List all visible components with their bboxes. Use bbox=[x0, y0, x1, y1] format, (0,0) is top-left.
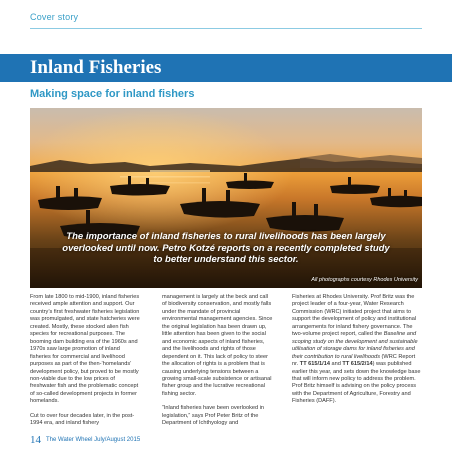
paragraph: “Inland fisheries have been overlooked in legislation,” says Prof Peter Britz of the Department of Ichthyology and bbox=[162, 405, 264, 427]
paragraph: management is largely at the beck and call of biodiversity conservation, and mostly falls under the mandate of provincial environmental management agencies. Since the original legislation has been drawn up, little attention has been given to the social and economic aspects of inland fisheries, and the livelihoods and rights of those dependent on it. This lack of policy to steer the allocation of rights is a problem that is causing underlying tensions between a growing small-scale subsistence or artisanal fisher group and the lucrative recreational fishing sector. bbox=[162, 294, 273, 397]
page-number: 14 bbox=[30, 434, 41, 446]
paragraph: From late 1800 to mid-1900, inland fisheries received ample attention and support. Our country’s first freshwater fisheries legislation was promulgated, and state hatcheries were created. Mostly, these stocked alien fish species for recreational purposes. The booming dam building era of the 1960s and 1970s saw large promotion of inland fisheries for commercial and livelihood purposes as part of the then-‘homelands’ development policy, but proved to be mostly non-viable due to the low prices of freshwater fish and the problematic concept of so-called development projects in former homelands. bbox=[30, 294, 140, 405]
paragraph: Cut to over four decades later, in the post-1994 era, and inland fishery bbox=[30, 412, 135, 427]
paragraph: Fisheries at Rhodes University. Prof Britz was the project leader of a four-year, Water Research Commission (WRC) initiated project that aims to support the development of policy and institutional arrangements for inland fishery governance. The two-volume project report, called the Baseline and scoping study on the development and sustainable utilisation of storage dams for inland fisheries and their contribution to rural livelihoods (WRC Report nr. TT 615/1/14 and TT 615/2/14) was published earlier this year, and sets down the knowledge base that will inform new policy to address the problem. Prof Britz himself is advising on the policy process with the Department of Agriculture, Forestry and Fisheries (DAFF). bbox=[292, 294, 421, 405]
article-subtitle: Making space for inland fishers bbox=[30, 88, 195, 100]
magazine-issue: The Water Wheel July/August 2015 bbox=[46, 437, 141, 443]
report-number: TT 615/2/14 bbox=[342, 361, 373, 368]
article-body bbox=[30, 294, 422, 436]
photo-caption: The importance of inland fisheries to rural livelihoods has been largely overlooked until now. Petro Kotzé reports on a recently completed study to better understand this sector. bbox=[62, 231, 390, 265]
section-label: Cover story bbox=[30, 12, 79, 22]
article-title: Inland Fisheries bbox=[30, 57, 162, 78]
body-column-1 bbox=[30, 294, 142, 435]
report-title: Baseline and scoping study on the development and sustainable utilisation of storage dams for inland fisheries and their contribution to rural livelihoods bbox=[292, 331, 418, 360]
section-divider bbox=[30, 28, 422, 29]
report-number: TT 615/1/14 bbox=[299, 361, 330, 368]
body-column-3 bbox=[292, 294, 422, 413]
body-column-2 bbox=[162, 294, 274, 435]
photo-credit: All photographs courtesy Rhodes University bbox=[311, 277, 418, 283]
